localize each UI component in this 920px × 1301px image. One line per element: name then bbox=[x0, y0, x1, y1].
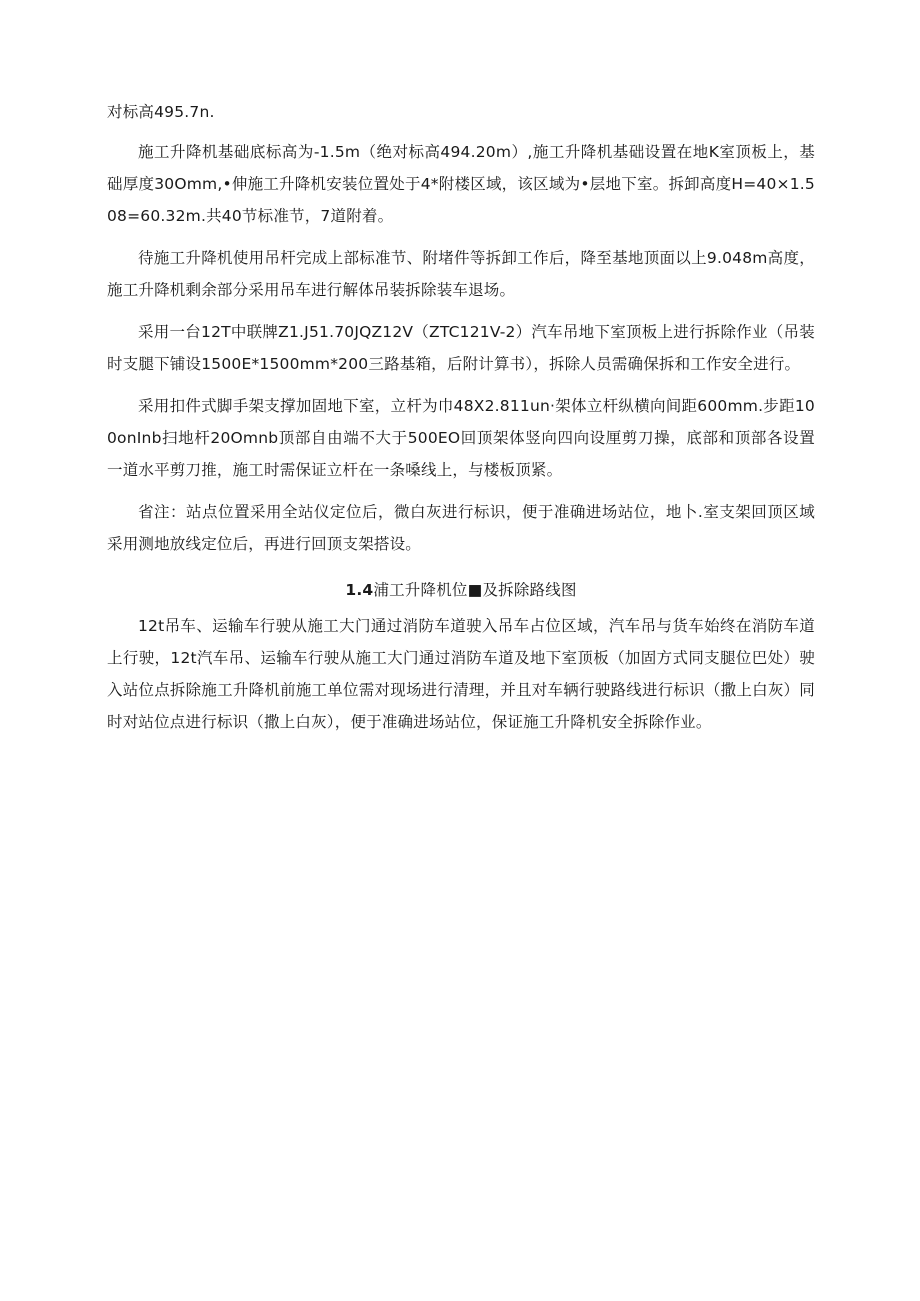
section-number: 1.4 bbox=[345, 581, 374, 599]
paragraph-elevation-continuation: 对标高495.7n. bbox=[107, 103, 215, 121]
section-title: 浦工升降机位■及拆除路线图 bbox=[373, 581, 577, 599]
paragraph-route: 12t吊车、运输车行驶从施工大门通过消防车道驶入吊车占位区域，汽车吊与货车始终在消防车道上行驶，12t汽车吊、运输车行驶从施工大门通过消防车道及地下室顶板（加固方式同支腿位巴处）驶入站位点拆除施工升降机前施工单位需对现场进行清理，并且对车辆行驶路线进行标识（撒上白灰）同时对站位点进行标识（撒上白灰），便于准确进场站位，保证施工升降机安全拆除作业。 bbox=[107, 617, 815, 731]
paragraph-note: 省注：站点位置采用全站仪定位后，微白灰进行标识，便于准确进场站位，地卜.室支架回顶区域采用测地放线定位后，再进行回顶支架搭设。 bbox=[107, 503, 815, 553]
document-body bbox=[107, 96, 815, 748]
paragraph-scaffold-support: 采用扣件式脚手架支撑加固地下室，立杆为巾48X2.811un·架体立杆纵横向间距600mm.步距100onInb扫地杆20Omnb顶部自由端不大于500EO回顶架体竖向四向设厘剪刀操，底部和顶部各设置一道水平剪刀推，施工时需保证立杆在一条嗓线上，与楼板顶紧。 bbox=[107, 397, 815, 479]
paragraph-dismantle-sequence: 待施工升降机使用吊杆完成上部标准节、附堵件等拆卸工作后，降至基地顶面以上9.048m高度，施工升降机剩余部分采用吊车进行解体吊装拆除装车退场。 bbox=[107, 249, 815, 299]
section-heading bbox=[107, 570, 815, 610]
paragraph-foundation: 施工升降机基础底标高为-1.5m（绝对标高494.20m）,施工升降机基础设置在地K室顶板上，基础厚度30Omm,•伸施工升降机安装位置处于4*附楼区域，该区域为•层地下室。拆卸高度H=40×1.508=60.32m.共40节标准节，7道附着。 bbox=[107, 143, 815, 225]
paragraph-crane: 采用一台12T中联牌Z1.J51.70JQZ12V（ZTC121V-2）汽车吊地下室顶板上进行拆除作业（吊装时支腿下铺设1500E*1500mm*200三路基箱，后附计算书），拆除人员需确保拆和工作安全进行。 bbox=[107, 323, 815, 373]
